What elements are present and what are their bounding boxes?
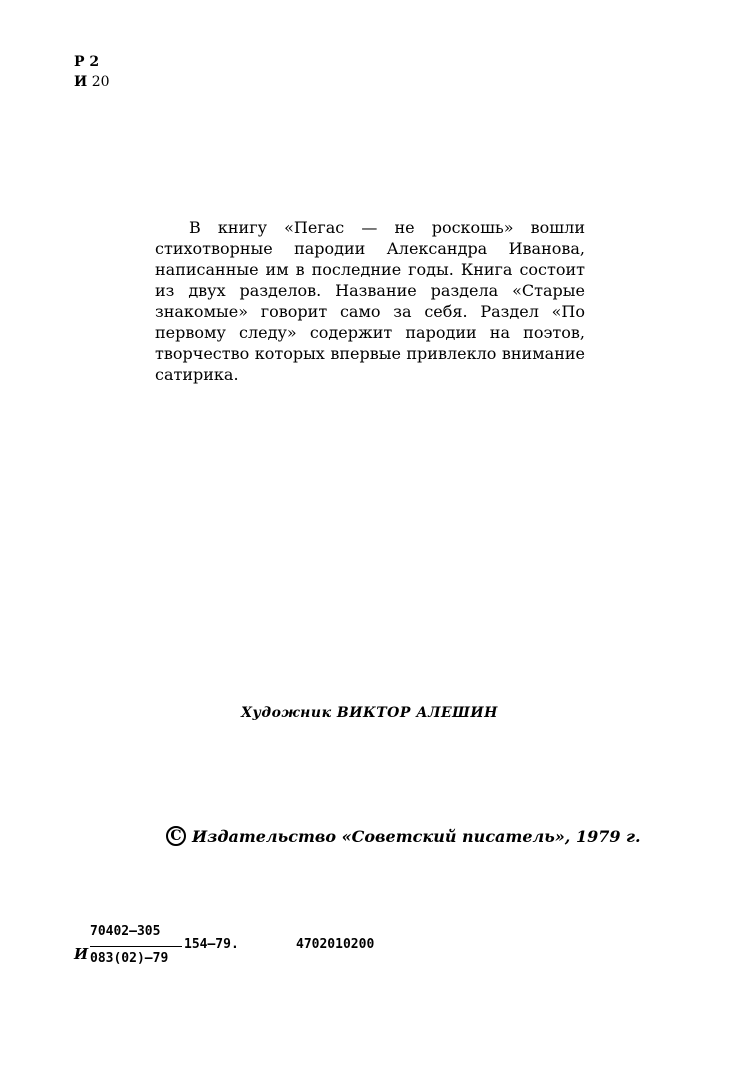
classification-line-1: Р 2 [74,54,100,70]
copyright-line [166,826,641,846]
imprint-denominator: 083(02)—79 [90,951,169,966]
annotation-text: В книгу «Пегас — не роскошь» вошли стихотворные пародии Александра Иванова, написанные им в последние годы. Книга состоит из двух разделов. Название раздела «Старые знакомые» говорит само за себя. Раздел «По первому следу» содержит пародии на поэтов, творчество которых впервые привлекло внимание сатирика. [155,218,585,384]
imprint-middle: 154—79. [184,937,239,952]
imprint-fraction-line [90,946,182,947]
artist-credit: Художник ВИКТОР АЛЕШИН [241,705,498,721]
classification-number: 20 [91,74,110,90]
imprint-numerator: 70402—305 [90,924,161,939]
classification-letter: И [74,74,88,90]
imprint-letter: И [74,945,89,963]
copyright-text: Издательство «Советский писатель», 1979 г. [192,826,641,846]
copyright-icon: C [166,826,186,846]
imprint-code: 4702010200 [296,937,375,952]
classification-line-2 [74,72,110,92]
classification-index [74,52,110,92]
book-annotation [155,217,585,385]
